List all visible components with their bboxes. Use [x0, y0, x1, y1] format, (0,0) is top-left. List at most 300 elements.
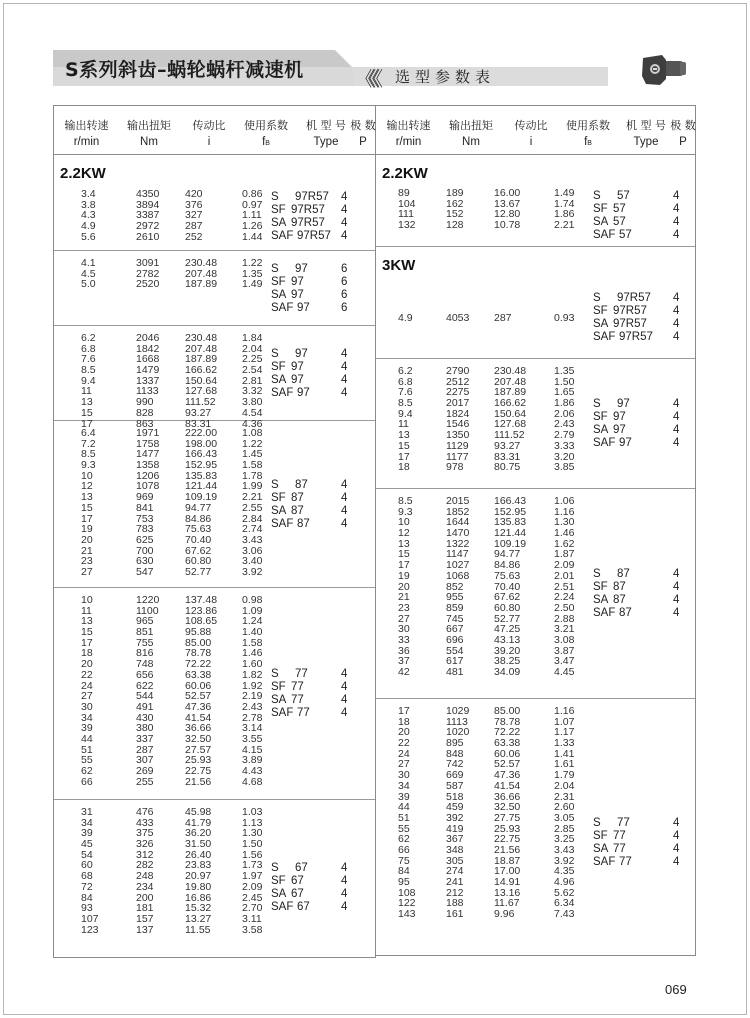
table-row	[376, 792, 695, 803]
table-row	[376, 539, 695, 550]
power-block	[376, 247, 695, 359]
output-speed-cell: 19	[398, 569, 410, 582]
model-type-row	[376, 216, 695, 232]
model-series: SAF	[593, 607, 616, 619]
table-row	[376, 667, 695, 678]
table-row	[376, 727, 695, 738]
output-torque-cell: 1068	[446, 569, 470, 582]
output-torque-cell: 1177	[446, 450, 469, 463]
output-speed-cell: 68	[81, 870, 93, 883]
output-speed-cell: 93	[81, 902, 93, 915]
output-torque-cell: 816	[136, 647, 154, 660]
model-types	[54, 859, 375, 914]
service-factor-cell: 1.86	[554, 208, 575, 221]
power-rating-label: 2.2KW	[382, 165, 428, 182]
output-torque-cell: 630	[136, 555, 154, 568]
output-torque-cell: 1100	[136, 604, 159, 617]
pole-count: 4	[341, 491, 348, 504]
service-factor-cell: 2.55	[242, 501, 263, 514]
service-factor-cell: 2.31	[554, 790, 575, 803]
model-series: SAF	[593, 437, 616, 449]
service-factor-cell: 1.74	[554, 197, 575, 210]
output-torque-cell: 234	[136, 880, 154, 893]
table-row	[376, 624, 695, 635]
model-series: SA	[271, 288, 287, 301]
table-row	[376, 635, 695, 646]
ratio-cell: 376	[185, 198, 203, 211]
table-row	[376, 706, 695, 717]
output-torque-cell: 783	[136, 523, 154, 536]
model-size: 87	[613, 581, 626, 593]
service-factor-cell: 1.61	[554, 758, 575, 771]
service-factor-cell: 2.43	[554, 418, 575, 431]
output-torque-cell: 1470	[446, 527, 470, 540]
output-speed-cell: 34	[398, 779, 410, 792]
service-factor-cell: 1.06	[554, 495, 575, 507]
ratio-cell: 135.83	[185, 469, 218, 482]
output-speed-cell: 7.6	[398, 386, 413, 399]
output-speed-cell: 4.9	[81, 220, 96, 233]
output-torque-cell: 1322	[446, 537, 470, 550]
service-factor-cell: 6.34	[554, 897, 575, 910]
output-torque-cell: 587	[446, 779, 464, 792]
ratio-cell: 47.25	[494, 623, 521, 636]
model-series: S	[593, 398, 601, 410]
column-header-unit-text: Type	[313, 136, 339, 148]
model-size: 97	[613, 424, 626, 436]
model-series: SAF	[593, 856, 616, 868]
output-torque-cell: 755	[136, 636, 154, 649]
power-block	[54, 417, 375, 588]
table-row	[54, 745, 375, 756]
output-speed-cell: 66	[81, 775, 93, 788]
service-factor-cell: 3.58	[242, 923, 263, 936]
model-type-row	[54, 501, 375, 518]
ratio-cell: 150.64	[494, 407, 527, 420]
service-factor-cell: 1.58	[242, 636, 263, 649]
model-type-row	[54, 217, 375, 233]
output-torque-cell: 700	[136, 544, 154, 557]
service-factor-cell: 3.80	[242, 396, 263, 409]
output-speed-cell: 31	[81, 806, 93, 818]
output-speed-cell: 66	[398, 843, 410, 856]
output-speed-cell: 51	[81, 743, 93, 756]
column-header	[181, 106, 237, 148]
output-torque-cell: 1477	[136, 448, 160, 461]
ratio-cell: 85.00	[185, 636, 212, 649]
column-header	[54, 106, 119, 148]
ratio-cell: 230.48	[185, 257, 218, 269]
service-factor-cell: 3.33	[554, 439, 575, 452]
column-header-unit	[234, 136, 298, 148]
model-types	[54, 348, 375, 400]
ratio-cell: 32.50	[185, 732, 212, 745]
ratio-cell: 19.80	[185, 880, 212, 893]
model-size: 87	[295, 478, 308, 491]
column-header	[116, 106, 182, 148]
ratio-cell: 13.27	[185, 912, 212, 925]
output-torque-cell: 1133	[136, 385, 159, 398]
model-series: S	[593, 568, 601, 580]
model-size: 97R57	[613, 305, 647, 317]
output-speed-cell: 6.4	[81, 427, 96, 439]
service-factor-cell: 1.82	[242, 668, 263, 681]
table-row	[54, 627, 375, 638]
output-speed-cell: 42	[398, 666, 410, 678]
output-speed-cell: 33	[398, 633, 410, 646]
model-series: SA	[593, 594, 609, 606]
table-row	[54, 807, 375, 818]
output-speed-cell: 24	[398, 747, 410, 760]
model-type-row	[376, 424, 695, 437]
ratio-cell: 60.06	[494, 747, 521, 760]
model-size: 97	[297, 386, 310, 399]
model-type-row	[54, 707, 375, 720]
output-speed-cell: 10	[81, 469, 93, 482]
column-header	[670, 106, 696, 148]
ratio-cell: 123.86	[185, 604, 218, 617]
model-type-row	[376, 568, 695, 581]
output-torque-cell: 491	[136, 700, 154, 713]
model-type-row	[54, 374, 375, 387]
ratio-cell: 25.93	[185, 754, 212, 767]
service-factor-cell: 2.84	[242, 512, 263, 525]
output-torque-cell: 753	[136, 512, 154, 525]
table-row	[54, 616, 375, 627]
ratio-cell: 36.20	[185, 827, 212, 840]
output-torque-cell: 1147	[446, 548, 469, 561]
model-type-row	[376, 318, 695, 331]
model-series: S	[271, 668, 279, 680]
service-factor-cell: 3.06	[242, 544, 263, 557]
ratio-cell: 27.57	[185, 743, 212, 756]
ratio-cell: 207.48	[185, 267, 218, 280]
output-torque-cell: 667	[446, 623, 464, 636]
service-factor-cell: 3.20	[554, 450, 575, 463]
column-header-unit-text: Nm	[462, 136, 480, 148]
service-factor-cell: 7.43	[554, 908, 575, 921]
model-size: 57	[617, 190, 630, 202]
service-factor-cell: 2.50	[554, 601, 575, 614]
model-size: 87	[613, 594, 626, 606]
model-types	[376, 292, 695, 344]
ratio-cell: 63.38	[494, 737, 521, 750]
output-speed-cell: 10	[81, 594, 93, 606]
service-factor-cell: 1.08	[242, 427, 263, 439]
ratio-cell: 13.67	[494, 197, 521, 210]
service-factor-cell: 1.46	[242, 647, 263, 660]
output-speed-cell: 15	[398, 548, 410, 561]
left-selection-table	[53, 105, 376, 958]
table-row	[376, 496, 695, 507]
model-series: SF	[271, 491, 286, 504]
output-speed-cell: 62	[81, 765, 93, 777]
service-factor-cell: 2.78	[242, 711, 263, 724]
model-type-row	[54, 859, 375, 875]
model-size: 97	[291, 373, 304, 386]
column-header-unit	[556, 136, 620, 148]
pole-count: 4	[673, 318, 680, 330]
ratio-cell: 75.63	[494, 569, 521, 582]
output-speed-cell: 13	[81, 491, 93, 504]
output-speed-cell: 17	[398, 705, 410, 717]
output-speed-cell: 9.3	[398, 505, 413, 518]
model-series: SAF	[271, 517, 294, 530]
service-factor-cell: 2.74	[242, 523, 263, 536]
output-speed-cell: 9.4	[81, 374, 96, 387]
model-series: SA	[593, 216, 609, 228]
table-row	[54, 839, 375, 850]
pole-count: 4	[673, 292, 680, 304]
output-torque-cell: 269	[136, 765, 154, 777]
ratio-cell: 207.48	[494, 375, 527, 388]
model-type-row	[54, 694, 375, 707]
ratio-cell: 52.57	[494, 758, 521, 771]
model-size: 77	[295, 668, 308, 680]
output-torque-cell: 895	[446, 737, 464, 750]
service-factor-cell: 2.43	[242, 700, 263, 713]
model-type-row	[54, 492, 375, 505]
output-torque-cell: 337	[136, 732, 154, 745]
service-factor-cell: 1.58	[242, 459, 263, 472]
output-speed-cell: 15	[81, 406, 93, 419]
output-torque-cell: 2046	[136, 332, 160, 344]
model-size: 87	[617, 568, 630, 580]
ratio-cell: 60.06	[185, 679, 212, 692]
ratio-cell: 135.83	[494, 516, 527, 529]
column-header-cn: 机 型 号	[626, 119, 666, 132]
output-torque-cell: 2782	[136, 267, 160, 280]
output-torque-cell: 241	[446, 876, 464, 888]
service-factor-cell: 5.62	[554, 886, 575, 899]
pole-count: 6	[341, 262, 348, 275]
model-size: 87	[297, 517, 310, 530]
output-speed-cell: 22	[398, 737, 410, 750]
output-torque-cell: 152	[446, 208, 464, 221]
output-speed-cell: 15	[81, 626, 93, 639]
output-speed-cell: 12	[81, 480, 93, 493]
service-factor-cell: 1.49	[242, 278, 263, 291]
service-factor-cell: 4.35	[554, 865, 575, 878]
service-factor-cell: 1.13	[242, 816, 263, 829]
ratio-cell: 20.97	[185, 870, 212, 883]
ratio-cell: 230.48	[494, 365, 527, 377]
table-row	[376, 717, 695, 728]
model-series: SF	[271, 204, 286, 216]
service-factor-cell: 3.55	[242, 732, 263, 745]
output-torque-cell: 852	[446, 580, 464, 593]
service-factor-cell: 3.89	[242, 754, 263, 767]
output-speed-cell: 54	[81, 848, 93, 861]
column-header-unit	[438, 136, 504, 148]
table-row	[54, 777, 375, 788]
table-row	[376, 507, 695, 518]
output-speed-cell: 75	[398, 854, 410, 867]
output-speed-cell: 23	[81, 555, 93, 568]
model-type-row	[54, 204, 375, 217]
model-type-row	[376, 607, 695, 620]
pole-count: 6	[341, 288, 348, 301]
output-torque-cell: 547	[136, 565, 154, 578]
model-types	[376, 568, 695, 620]
model-series: SAF	[593, 229, 616, 241]
output-torque-cell: 1852	[446, 505, 470, 518]
service-factor-cell: 1.07	[554, 715, 575, 728]
output-speed-cell: 18	[81, 647, 93, 660]
ratio-cell: 67.62	[185, 544, 212, 557]
model-type-row	[376, 437, 695, 450]
ratio-cell: 18.87	[494, 854, 521, 867]
table-row	[54, 535, 375, 546]
model-size: 77	[291, 694, 304, 706]
output-speed-cell: 30	[398, 769, 410, 782]
output-speed-cell: 13	[398, 537, 410, 550]
model-series: SA	[271, 217, 287, 229]
model-type-row	[54, 668, 375, 681]
output-torque-cell: 274	[446, 865, 464, 878]
service-factor-cell: 1.35	[554, 365, 575, 377]
model-size: 77	[613, 830, 626, 842]
table-row	[376, 452, 695, 463]
output-speed-cell: 4.3	[81, 209, 96, 222]
service-factor-cell: 1.16	[554, 505, 575, 518]
model-type-row	[54, 875, 375, 888]
ratio-cell: 327	[185, 209, 203, 222]
column-header	[234, 106, 298, 148]
model-series: SA	[271, 373, 287, 386]
column-header-unit-text: Nm	[140, 136, 158, 148]
model-type-row	[376, 331, 695, 344]
model-size: 97R57	[297, 230, 331, 242]
output-torque-cell: 625	[136, 533, 154, 546]
power-block	[54, 155, 375, 251]
column-header-unit	[376, 136, 441, 148]
pole-count: 6	[341, 275, 348, 288]
service-factor-cell: 1.78	[242, 469, 263, 482]
ratio-cell: 230.48	[185, 332, 218, 344]
output-torque-cell: 748	[136, 658, 154, 671]
model-series: SF	[271, 275, 286, 288]
output-speed-cell: 17	[398, 450, 410, 463]
model-series: SF	[271, 874, 286, 887]
model-type-row	[376, 843, 695, 856]
fb-subscript: B	[587, 140, 592, 147]
pole-count: 4	[673, 229, 680, 241]
output-torque-cell: 656	[136, 668, 154, 681]
ratio-cell: 83.31	[185, 417, 212, 430]
column-header-unit-text: r/min	[73, 136, 100, 148]
service-factor-cell: 1.35	[242, 267, 263, 280]
model-type-row	[376, 830, 695, 846]
service-factor-cell: 4.54	[242, 406, 263, 419]
power-rating-label: 2.2KW	[60, 165, 106, 182]
table-row	[54, 556, 375, 567]
output-speed-cell: 4.9	[398, 311, 413, 324]
output-torque-cell: 3894	[136, 198, 160, 211]
output-torque-cell: 157	[136, 912, 154, 925]
service-factor-cell: 3.32	[242, 385, 263, 398]
service-factor-cell: 3.43	[242, 533, 263, 546]
output-torque-cell: 367	[446, 833, 464, 846]
output-speed-cell: 20	[81, 658, 93, 671]
service-factor-cell: 2.21	[554, 219, 575, 232]
output-speed-cell: 122	[398, 897, 416, 910]
output-torque-cell: 969	[136, 491, 154, 504]
column-header-cn: 输出转速	[64, 119, 109, 132]
column-header-unit	[300, 136, 352, 148]
power-rating-label: 3KW	[382, 257, 416, 274]
model-size: 67	[291, 874, 304, 887]
service-factor-cell: 1.40	[242, 626, 263, 639]
ratio-cell: 78.78	[494, 715, 521, 728]
output-torque-cell: 978	[446, 461, 464, 474]
output-torque-cell: 161	[446, 908, 464, 921]
model-type-row	[376, 398, 695, 411]
output-torque-cell: 137	[136, 923, 154, 936]
output-torque-cell: 617	[446, 655, 464, 668]
output-torque-cell: 433	[136, 816, 154, 829]
model-size: 77	[617, 817, 630, 829]
output-speed-cell: 20	[81, 533, 93, 546]
pole-count: 4	[673, 437, 680, 449]
service-factor-cell: 1.92	[242, 679, 263, 692]
table-header	[54, 106, 375, 155]
output-speed-cell: 51	[398, 811, 410, 824]
output-torque-cell: 518	[446, 790, 464, 803]
pole-count: 4	[341, 707, 348, 719]
service-factor-cell: 2.70	[242, 902, 263, 915]
fb-subscript: B	[265, 140, 270, 147]
ratio-cell: 72.22	[185, 658, 212, 671]
output-torque-cell: 859	[446, 601, 464, 614]
output-speed-cell: 39	[398, 790, 410, 803]
service-factor-cell: 2.85	[554, 822, 575, 835]
model-series: S	[593, 292, 601, 304]
model-size: 97	[297, 301, 310, 314]
output-torque-cell: 2017	[446, 397, 470, 410]
service-factor-cell: 3.47	[554, 655, 575, 668]
pole-count: 4	[673, 203, 680, 215]
service-factor-cell: 1.17	[554, 726, 575, 739]
ratio-cell: 252	[185, 230, 203, 243]
pole-count: 4	[673, 817, 680, 829]
output-speed-cell: 143	[398, 908, 416, 921]
output-speed-cell: 107	[81, 912, 99, 925]
model-size: 77	[297, 707, 310, 719]
model-series: S	[271, 262, 279, 275]
pole-count: 4	[341, 373, 348, 386]
service-factor-cell: 3.40	[242, 555, 263, 568]
model-type-row	[54, 387, 375, 400]
table-row	[54, 546, 375, 557]
model-series: SF	[593, 203, 608, 215]
ratio-cell: 38.25	[494, 655, 521, 668]
table-row	[376, 770, 695, 781]
output-speed-cell: 108	[398, 886, 416, 899]
output-speed-cell: 3.4	[81, 188, 96, 200]
ratio-cell: 13.16	[494, 886, 521, 899]
output-speed-cell: 45	[81, 838, 93, 851]
ratio-cell: 10.78	[494, 219, 521, 232]
ratio-cell: 137.48	[185, 594, 218, 606]
ratio-cell: 287	[494, 311, 512, 324]
pole-count: 4	[673, 568, 680, 580]
output-torque-cell: 1029	[446, 705, 470, 717]
ratio-cell: 9.96	[494, 908, 515, 921]
output-speed-cell: 19	[81, 523, 93, 536]
service-factor-cell: 1.65	[554, 386, 575, 399]
column-header-cn: 极 数	[670, 119, 696, 132]
